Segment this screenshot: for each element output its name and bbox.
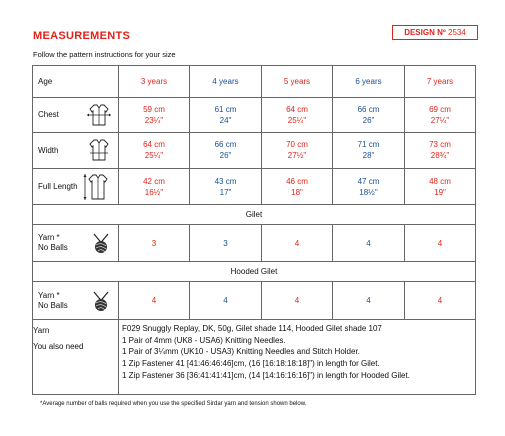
design-prefix: DESIGN Nº (404, 28, 446, 37)
gilet-balls: 4 (405, 225, 476, 261)
hooded-gilet-balls: 4 (190, 281, 262, 319)
chest-value: 64 cm 25¼" (262, 98, 333, 132)
materials-line: 1 Pair of 3¼mm (UK10 - USA3) Knitting Needles and Stitch Holder. (122, 347, 360, 357)
age-label: Age (33, 66, 119, 98)
gilet-balls: 4 (262, 225, 333, 261)
chest-value: 61 cm 24" (190, 98, 262, 132)
width-label: Width (38, 145, 59, 155)
chest-garment-icon (86, 103, 112, 127)
materials-line: F029 Snuggly Replay, DK, 50g, Gilet shade 114, Hooded Gilet shade 107 (122, 324, 382, 334)
width-value: 66 cm 26" (190, 132, 262, 168)
yarn-label: Yarn * (38, 290, 60, 300)
width-value: 73 cm 28¾" (405, 132, 476, 168)
page-subtitle: Follow the pattern instructions for your size (33, 50, 176, 59)
materials-line: 1 Zip Fastener 41 [41:46:46:46]cm, (16 [16:18:18:18]") in length for Gilet. (122, 359, 380, 369)
materials-line: 1 Zip Fastener 36 [36:41:41:41]cm, (14 [14:16:16:16]") in length for Hooded Gilet. (122, 370, 410, 380)
materials-list (119, 320, 476, 395)
no-balls-label: No Balls (38, 300, 68, 310)
width-value: 71 cm 28" (333, 132, 405, 168)
gilet-balls: 3 (190, 225, 262, 261)
size-header: 7 years (405, 66, 476, 98)
yarn-ball-icon (90, 232, 112, 254)
length-label: Full Length (38, 182, 78, 192)
hooded-gilet-section-heading: Hooded Gilet (33, 261, 476, 281)
yarn-label: Yarn * (38, 233, 60, 243)
footnote: *Average number of balls required when you use the specified Sirdar yarn and tension shown below. (40, 401, 307, 407)
gilet-balls: 3 (119, 225, 190, 261)
chest-value: 59 cm 23¼" (119, 98, 190, 132)
hooded-gilet-yarn-row (33, 281, 476, 319)
width-value: 70 cm 27½" (262, 132, 333, 168)
hooded-gilet-section-row (33, 261, 476, 281)
chest-row (33, 98, 476, 132)
gilet-section-heading: Gilet (33, 205, 476, 225)
length-value: 48 cm 19" (405, 168, 476, 204)
length-value: 47 cm 18½" (333, 168, 405, 204)
page-title: MEASUREMENTS (33, 30, 131, 42)
size-header: 3 years (119, 66, 190, 98)
age-row (33, 66, 476, 98)
gilet-yarn-row (33, 225, 476, 261)
length-value: 43 cm 17" (190, 168, 262, 204)
no-balls-label: No Balls (38, 243, 68, 253)
materials-line: 1 Pair of 4mm (UK8 - USA6) Knitting Needles. (122, 335, 286, 345)
length-value: 42 cm 16½" (119, 168, 190, 204)
chest-label: Chest (38, 110, 59, 120)
gilet-balls: 4 (333, 225, 405, 261)
chest-value: 69 cm 27¼" (405, 98, 476, 132)
hooded-gilet-balls: 4 (119, 281, 190, 319)
size-header: 6 years (333, 66, 405, 98)
chest-value: 66 cm 26" (333, 98, 405, 132)
hooded-gilet-balls: 4 (262, 281, 333, 319)
design-number-badge (392, 25, 478, 40)
design-number: 2534 (448, 28, 466, 37)
length-row (33, 168, 476, 204)
gilet-section-row (33, 205, 476, 225)
size-header: 4 years (190, 66, 262, 98)
hooded-gilet-balls: 4 (405, 281, 476, 319)
yarn-heading: Yarn (33, 326, 50, 336)
length-garment-icon (82, 172, 112, 202)
size-header: 5 years (262, 66, 333, 98)
width-garment-icon (86, 137, 112, 163)
yarn-ball-icon (90, 290, 112, 312)
width-value: 64 cm 25¼" (119, 132, 190, 168)
measurements-table (32, 65, 476, 395)
length-value: 46 cm 18" (262, 168, 333, 204)
width-row (33, 132, 476, 168)
materials-row (33, 320, 476, 395)
also-need-heading: You also need (33, 341, 84, 351)
hooded-gilet-balls: 4 (333, 281, 405, 319)
